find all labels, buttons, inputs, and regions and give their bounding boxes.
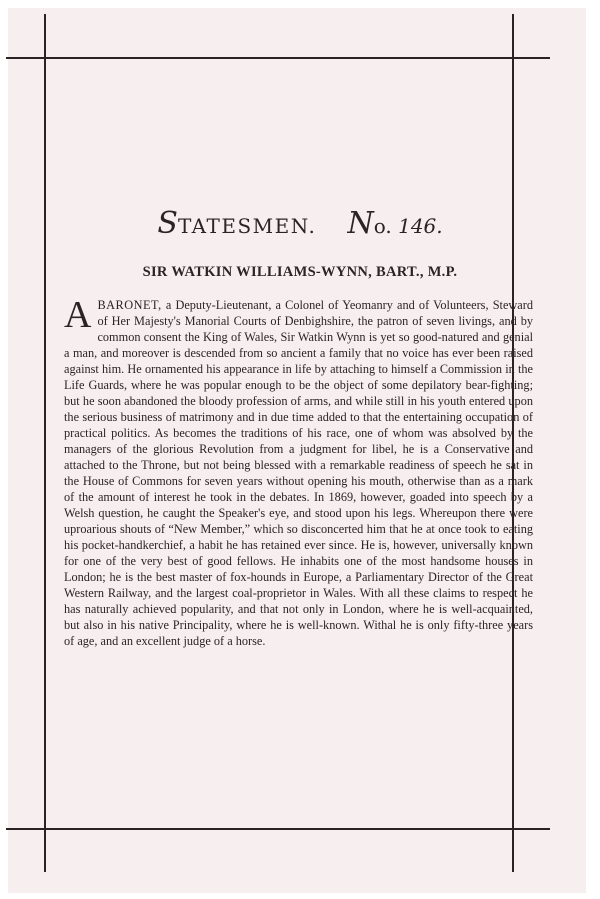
series-title: STATESMEN.	[157, 206, 317, 241]
top-rule	[6, 57, 550, 59]
lead-word: BARONET,	[97, 298, 162, 312]
series-number: No. 146.	[347, 206, 443, 241]
bottom-rule	[6, 828, 550, 830]
left-rule	[44, 14, 46, 872]
article-subtitle: SIR WATKIN WILLIAMS-WYNN, BART., M.P.	[142, 264, 458, 280]
drop-cap: A	[64, 294, 92, 336]
article-body	[64, 294, 533, 649]
series-heading	[0, 206, 600, 241]
article-text: a Deputy-Lieutenant, a Colonel of Yeomanry and of Volunteers, Steward of Her Majesty's Manorial Courts of Denbighshire, the patron of seven livings, and by common consent the King of Wales, Sir Watkin Wynn is yet so good-natured and genial a man, and moreover is descended from so ancient a family that no voice has ever been raised against him. He ornamented his appearance in life by attaching to himself a Commission in the Life Guards, where he was popular enough to be the object of some depilatory bear-fighting; but he soon abandoned the bloody profession of arms, and while still in his youth entered upon the serious business of matrimony and in due time added to that the entertaining occupation of practical politics. As becomes the traditions of his race, one of whom was absolved by the managers of the glorious Revolution from a judgment for libel, he is a Conservative and attached to the Throne, but not being blessed with a remarkable readiness of speech he sat in the House of Commons for seven years without opening his mouth, otherwise than as a mark of the amount of interest he took in the debates. In 1869, however, goaded into speech by a Welsh question, he caught the Speaker's eye, and stood upon his legs. Whereupon there were uproarious shouts of “New Member,” which so disconcerted him that he at once took to eating his pocket-handkerchief, a habit he has retained ever since. He is, however, universally known for one of the very best of good fellows. He inhabits one of the most handsome houses in London; he is the best master of fox-hounds in Europe, a Parliamentary Director of the Great Western Railway, and the largest coal-proprietor in Wales. With all these claims to respect he has naturally achieved popularity, and that not only in London, where he is well-acquainted, but also in his native Principality, where he is well-known. Withal he is only fifty-three years of age, and an excellent judge of a horse.	[64, 298, 533, 648]
